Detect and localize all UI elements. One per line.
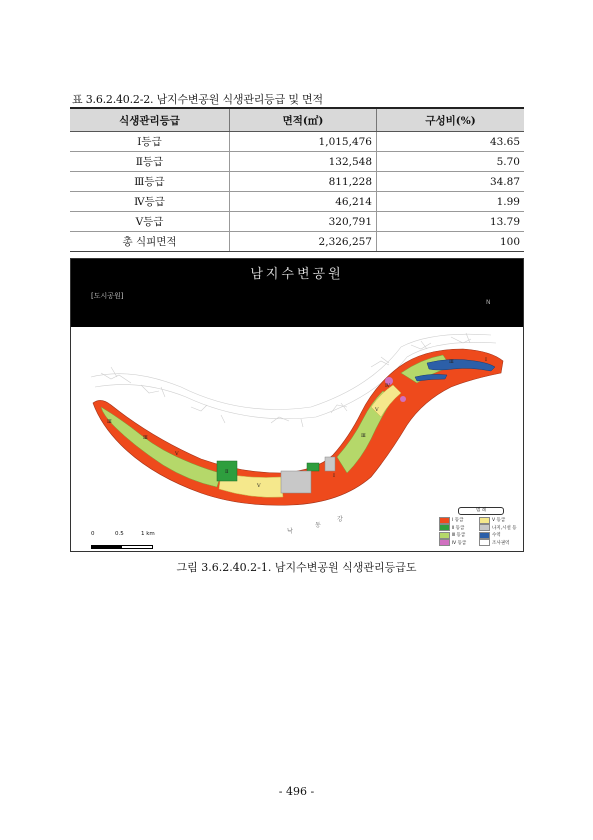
legend-item (479, 517, 523, 523)
legend-label: Ⅳ 등급 (452, 540, 467, 546)
legend-item (479, 525, 523, 531)
cell-grade: Ⅱ등급 (70, 152, 230, 172)
legend-swatch (479, 524, 490, 531)
legend-swatch (439, 524, 450, 531)
table-row (70, 212, 524, 232)
legend-swatch (439, 517, 450, 524)
scale-label-0: 0 (91, 531, 95, 537)
map-title: 남지수변공원 (250, 267, 344, 282)
cell-ratio: 100 (377, 232, 525, 252)
cell-ratio: 1.99 (377, 192, 525, 212)
legend-swatch (439, 532, 450, 539)
grade-table (70, 107, 524, 252)
scale-label-1km: 1 km (141, 531, 155, 537)
legend-item (439, 540, 479, 546)
legend-swatch (479, 532, 490, 539)
cell-grade: 총 식피면적 (70, 232, 230, 252)
header-ratio: 구성비(%) (377, 108, 525, 132)
map-label-grade-3: Ⅲ (361, 433, 366, 439)
cell-area: 320,791 (230, 212, 377, 232)
map-header (71, 259, 523, 327)
map-label-grade-3: Ⅲ (143, 435, 148, 441)
legend-item (479, 540, 523, 546)
legend-label: Ⅴ 등급 (492, 518, 506, 523)
cell-area: 1,015,476 (230, 132, 377, 152)
cell-ratio: 5.70 (377, 152, 525, 172)
cell-grade: Ⅴ등급 (70, 212, 230, 232)
legend-label: Ⅰ 등급 (452, 518, 464, 523)
map-label-grade-5: Ⅴ (175, 451, 179, 457)
river-label-1: 낙 (287, 528, 293, 535)
cell-area: 2,326,257 (230, 232, 377, 252)
legend-grid (439, 517, 523, 546)
cell-grade: Ⅲ등급 (70, 172, 230, 192)
legend-item (479, 532, 523, 538)
cell-grade: Ⅳ등급 (70, 192, 230, 212)
table-caption: 표 3.6.2.40.2-2. 남지수변공원 식생관리등급 및 면적 (72, 93, 323, 106)
legend-label: Ⅱ 등급 (452, 525, 465, 531)
scale-bar (91, 545, 153, 549)
cell-area: 132,548 (230, 152, 377, 172)
table-row (70, 132, 524, 152)
legend-swatch (439, 539, 450, 546)
scale-labels (91, 531, 155, 537)
facility-zone (325, 457, 335, 471)
map-label-grade-1: Ⅰ (485, 357, 487, 363)
river-label-2: 동 (315, 522, 321, 529)
legend-swatch (479, 517, 490, 524)
page-number: - 496 - (278, 785, 315, 798)
map-label-grade-3: Ⅲ (449, 359, 454, 365)
legend-label: 수역 (492, 533, 501, 538)
grade-4-zone (400, 396, 406, 402)
legend-label: Ⅲ 등급 (452, 533, 466, 538)
grade-2-zone (307, 463, 319, 471)
map-label-grade-1: Ⅰ (333, 473, 335, 479)
figure-caption: 그림 3.6.2.40.2-1. 남지수변공원 식생관리등급도 (176, 561, 417, 574)
facility-zone (281, 471, 311, 493)
river-label-3: 강 (337, 516, 343, 523)
map-legend (439, 507, 523, 546)
legend-item (439, 532, 479, 538)
header-grade: 식생관리등급 (70, 108, 230, 132)
table-row (70, 172, 524, 192)
scale-label-half: 0.5 (115, 531, 124, 537)
map-label-grade-5: Ⅴ (257, 483, 261, 489)
legend-item (439, 517, 479, 523)
table-row (70, 152, 524, 172)
table-row (70, 192, 524, 212)
north-arrow-label: N (486, 299, 491, 306)
map-label-grade-4: Ⅳ (385, 383, 390, 389)
map-label-grade-3: Ⅲ (107, 419, 112, 425)
cell-grade: Ⅰ등급 (70, 132, 230, 152)
cell-ratio: 34.87 (377, 172, 525, 192)
map-label-grade-2: Ⅱ (225, 469, 229, 475)
legend-item (439, 525, 479, 531)
table-header-row (70, 108, 524, 132)
legend-label: 조사권역 (492, 540, 510, 546)
map-subtitle: [도시공원] (91, 292, 124, 300)
cell-area: 811,228 (230, 172, 377, 192)
legend-title: 범 례 (458, 507, 504, 515)
header-area: 면적(㎡) (230, 108, 377, 132)
cell-ratio: 13.79 (377, 212, 525, 232)
vegetation-map-figure (70, 258, 524, 552)
legend-label: 나지,시설 등 (492, 525, 517, 531)
legend-swatch (479, 539, 490, 546)
cell-ratio: 43.65 (377, 132, 525, 152)
map-label-grade-5: Ⅴ (375, 407, 379, 413)
table-total-row (70, 232, 524, 252)
cell-area: 46,214 (230, 192, 377, 212)
